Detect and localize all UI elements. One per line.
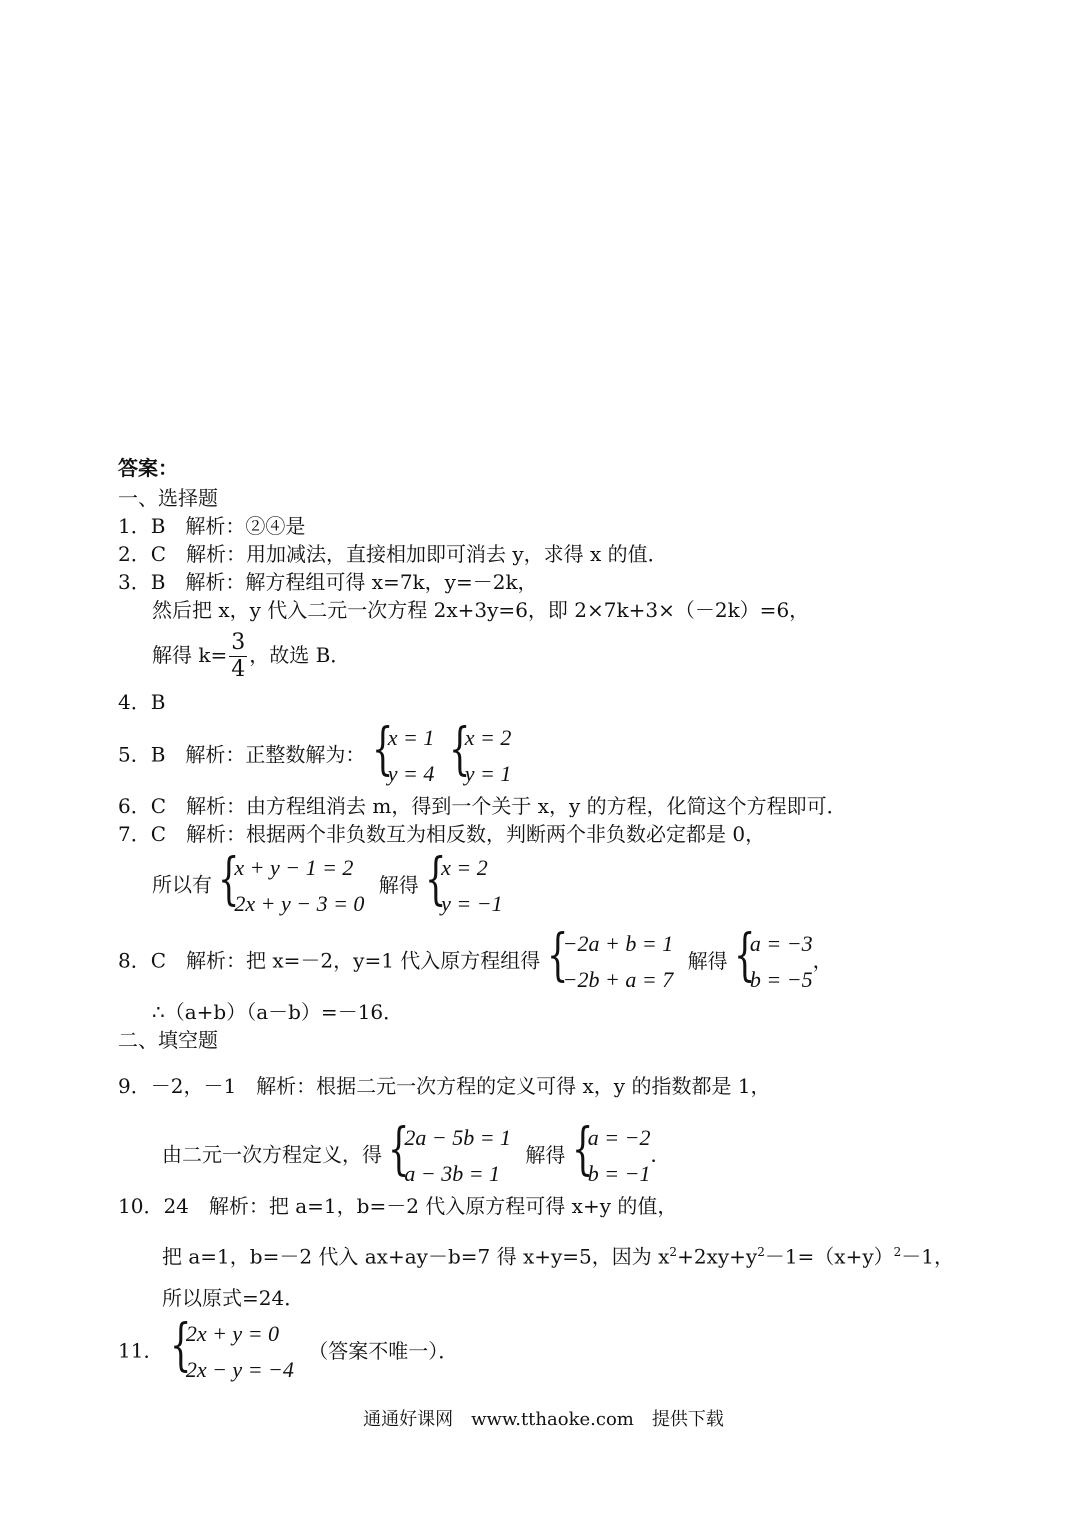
equation-row: a = −3 (749, 931, 813, 956)
answer-10-line-1: 10．24 解析：把 a=1，b=－2 代入原方程可得 x+y 的值， (118, 1194, 678, 1218)
answer-8-line-2: ∴（a+b）（a－b）=－16． (152, 1000, 404, 1024)
exponent: 2 (757, 1245, 765, 1259)
answer-4: 4．B (118, 690, 166, 714)
answer-11-prefix: 11． (118, 1338, 164, 1363)
answer-9-line-1: 9．－2，－1 解析：根据二元一次方程的定义可得 x，y 的指数都是 1， (118, 1074, 771, 1098)
section-fill-blank: 二、填空题 (118, 1028, 218, 1052)
answer-3-line-1: 3．B 解析：解方程组可得 x=7k，y=－2k， (118, 570, 538, 594)
answer-8-mid: 解得 (687, 948, 728, 973)
answer-2: 2．C 解析：用加减法，直接相加即可消去 y，求得 x 的值． (118, 542, 668, 566)
equation-row: y = 1 (464, 761, 512, 786)
answer-7-line-1: 7．C 解析：根据两个非负数互为相反数，判断两个非负数必定都是 0， (118, 822, 766, 846)
answer-3-line-2: 然后把 x，y 代入二元一次方程 2x+3y=6，即 2×7k+3×（－2k）=6， (152, 598, 810, 622)
footer-source: 通通好课网 www.tthaoke.com 提供下载 (363, 1409, 724, 1430)
section-multiple-choice: 一、选择题 (118, 486, 218, 510)
fraction-denominator: 4 (231, 657, 246, 682)
equation-row: x + y − 1 = 2 (234, 855, 354, 880)
equation-system: { x + y − 1 = 2 2x + y − 3 = 0 (218, 850, 364, 922)
equation-system: { −2a + b = 1 −2b + a = 7 (547, 926, 674, 998)
answer-10-part: 7 得 x+y=5，因为 x (477, 1244, 670, 1269)
equation-row: 2x − y = −4 (185, 1357, 294, 1382)
answer-10-line-3: 所以原式=24． (162, 1286, 305, 1310)
answer-3-prefix: 解得 k= (152, 643, 228, 667)
answer-1: 1．B 解析：②④是 (118, 514, 306, 538)
answer-6: 6．C 解析：由方程组消去 m，得到一个关于 x，y 的方程，化简这个方程即可． (118, 794, 847, 818)
answer-8-line-1 (118, 923, 833, 998)
equation-row: x = 1 (387, 725, 435, 750)
answer-10-line-2 (162, 1240, 954, 1269)
equation-row: −2b + a = 7 (562, 967, 674, 992)
answer-8-prefix: 8．C 解析：把 x=－2，y=1 代入原方程组得 (118, 948, 541, 973)
equation-row: a − 3b = 1 (404, 1161, 501, 1186)
equation-row: b = −5 (749, 967, 813, 992)
answer-9-suffix: ． (650, 1142, 671, 1167)
equation-row: 2x + y − 3 = 0 (234, 891, 365, 916)
answer-7-prefix: 所以有 (152, 872, 212, 897)
answers-heading: 答案： (118, 456, 178, 480)
equation-system: { 2x + y = 0 2x − y = −4 (170, 1316, 294, 1388)
equation-system: { x = 2 y = 1 (449, 720, 512, 792)
answer-11 (118, 1313, 459, 1388)
equation-row: −2a + b = 1 (562, 931, 674, 956)
equation-row: 2a − 5b = 1 (404, 1125, 512, 1150)
equation-system: { 2a − 5b = 1 a − 3b = 1 (388, 1120, 511, 1192)
answer-9-line-2 (162, 1117, 671, 1192)
equation-row: 2x + y = 0 (185, 1321, 280, 1346)
answer-9-prefix: 由二元一次方程定义，得 (162, 1142, 382, 1167)
answer-7-line-2 (152, 847, 503, 922)
equation-row: a = −2 (587, 1125, 651, 1150)
answer-10-part: －1， (901, 1244, 955, 1269)
answer-8-suffix: ， (812, 948, 833, 973)
equation-row: y = 4 (387, 761, 435, 786)
equation-row: b = −1 (587, 1161, 651, 1186)
answer-7-mid: 解得 (378, 872, 419, 897)
answer-10-part: －1=（x+y） (764, 1244, 894, 1269)
equation-row: x = 2 (441, 855, 488, 880)
equation-system: { a = −3 b = −5 (734, 926, 813, 998)
answer-5 (118, 717, 512, 792)
equation-system: { a = −2 b = −1 (572, 1120, 651, 1192)
fraction-numerator: 3 (231, 630, 246, 655)
answer-3-suffix: ，故选 B． (249, 643, 351, 667)
answer-10-part: +2xy+y (677, 1244, 758, 1269)
answer-9-mid: 解得 (525, 1142, 566, 1167)
answer-11-suffix: （答案不唯一）． (308, 1338, 459, 1363)
exponent: 2 (669, 1245, 678, 1259)
answer-10-part: 把 a=1，b=－2 代入 ax+ay－b= (162, 1244, 478, 1269)
answer-5-text: 5．B 解析：正整数解为： (118, 742, 366, 767)
equation-row: y = −1 (441, 891, 503, 916)
equation-system: { x = 2 y = −1 (425, 850, 502, 922)
fraction-3-4 (229, 630, 247, 683)
answer-3-line-3 (152, 630, 350, 683)
exponent: 2 (893, 1245, 902, 1259)
equation-system: { x = 1 y = 4 (372, 720, 435, 792)
equation-row: x = 2 (464, 725, 512, 750)
